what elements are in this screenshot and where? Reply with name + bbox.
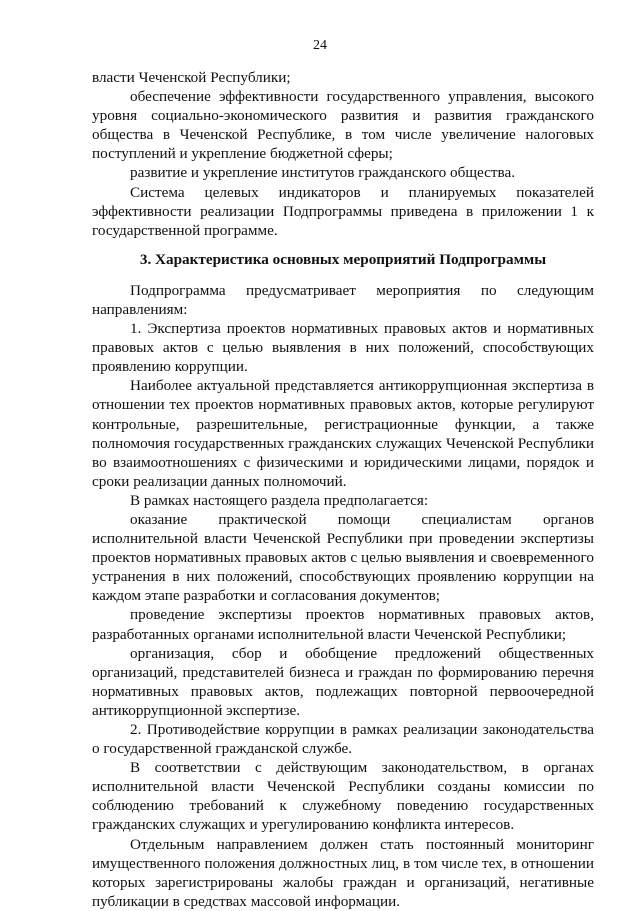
paragraph: организация, сбор и обобщение предложений общественных организаций, представителей бизнеса и граждан по формированию перечня нормативных правовых актов, подлежащих повторной первоочередной антикоррупционной экспертизе. xyxy=(92,644,594,719)
section-heading: 3. Характеристика основных мероприятий Подпрограммы xyxy=(139,250,547,268)
paragraph: 1. Экспертиза проектов нормативных правовых актов и нормативных правовых актов с целью выявления в них положений, способствующих проявлению коррупции. xyxy=(92,320,594,376)
paragraph: 2. Противодействие коррупции в рамках реализации законодательства о государственной гражданской службе. xyxy=(92,721,594,758)
document-body xyxy=(92,68,594,911)
paragraph: Система целевых индикаторов и планируемых показателей эффективности реализации Подпрограммы приведена в приложении 1 к государственной программе. xyxy=(92,183,594,239)
paragraph: Отдельным направлением должен стать постоянный мониторинг имущественного положения должностных лиц, в том числе тех, в отношении которых зарегистрированы жалобы граждан и организаций, негативные публикации в средствах массовой информации. xyxy=(92,835,594,910)
paragraph: обеспечение эффективности государственного управления, высокого уровня социально-экономического развития и развития гражданского общества в Чеченской Республике, в том числе увеличение налоговых поступлений и укрепление бюджетной сферы; xyxy=(92,88,594,163)
paragraph: проведение экспертизы проектов нормативных правовых актов, разработанных органами исполнительной власти Чеченской Республики; xyxy=(92,606,594,643)
paragraph: В рамках настоящего раздела предполагается: xyxy=(130,491,429,509)
page-number: 24 xyxy=(313,38,327,53)
paragraph: В соответствии с действующим законодательством, в органах исполнительной власти Чеченской Республики созданы комиссии по соблюдению требований к служебному поведению государственных гражданских служащих и урегулированию конфликта интересов. xyxy=(92,759,594,834)
paragraph: Подпрограмма предусматривает мероприятия по следующим направлениям: xyxy=(92,281,594,318)
paragraph: власти Чеченской Республики; xyxy=(92,69,291,86)
paragraph: развитие и укрепление институтов гражданского общества. xyxy=(130,164,516,182)
paragraph: оказание практической помощи специалистам органов исполнительной власти Чеченской Республики при проведении экспертизы проектов нормативных правовых актов с целью выявления и своевременного устранения в них положений, способствующих проявлению коррупции на каждом этапе разработки и согласования документов; xyxy=(92,510,594,605)
paragraph: Наиболее актуальной представляется антикоррупционная экспертиза в отношении тех проектов нормативных правовых актов, которые регулируют контрольные, разрешительные, регистрационные функции, а также полномочия государственных гражданских служащих Чеченской Республики во взаимоотношениях с физическими и юридическими лицами, порядок и сроки реализации данных полномочий. xyxy=(92,377,594,490)
